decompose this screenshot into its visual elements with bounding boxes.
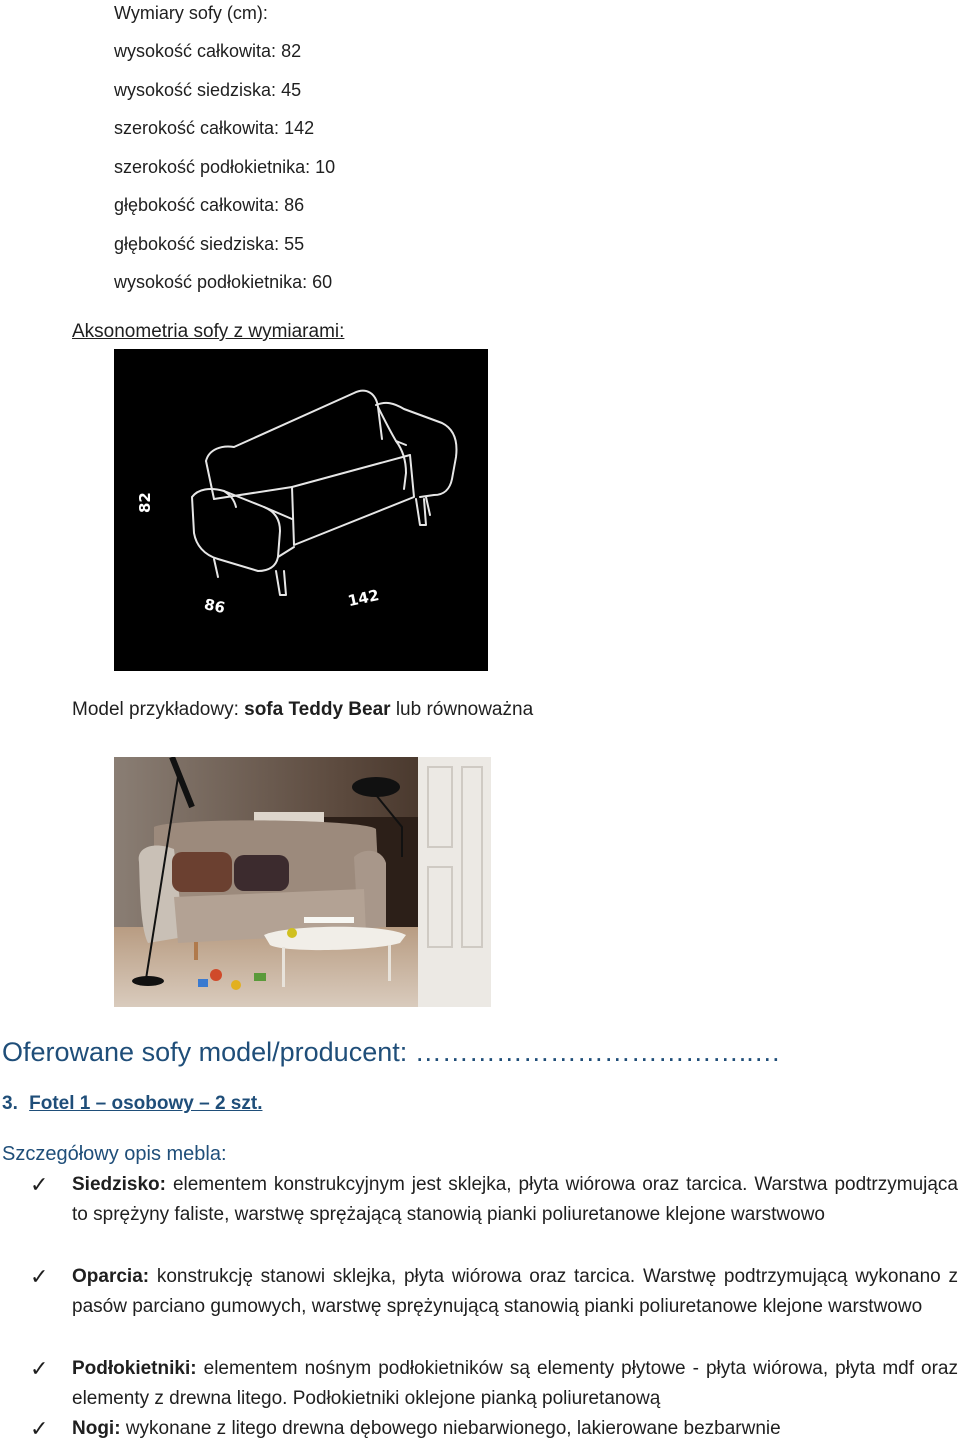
offered-dots: ………………………………..…: [414, 1037, 781, 1067]
dimension-item: szerokość całkowita: 142: [114, 118, 315, 138]
details-heading: Szczegółowy opis mebla:: [2, 1143, 227, 1165]
dimension-item: wysokość całkowita: 82: [114, 41, 302, 61]
axonometry-drawing: [114, 349, 488, 671]
model-suffix: lub równoważna: [395, 699, 534, 720]
checkmark-icon: ✓: [30, 1356, 49, 1381]
dimension-item: wysokość siedziska: 45: [114, 80, 302, 100]
section-3-heading: [2, 1092, 262, 1116]
sofa-photo: [114, 757, 491, 1007]
detail-item-seat: Siedzisko: elementem konstrukcyjnym jest sklejka, płyta wiórowa oraz tarcica. Warstwa podtrzymująca to sprężyny faliste, warstwę sprężającą stanowią pianki poliuretanowe klejone warstwowo: [72, 1174, 958, 1225]
model-prefix: Model przykładowy:: [72, 699, 239, 720]
checkmark-icon: ✓: [30, 1172, 49, 1197]
sofa-line-drawing: [114, 349, 488, 671]
checkmark-icon: ✓: [30, 1416, 49, 1441]
axonometry-heading: Aksonometria sofy z wymiarami:: [72, 321, 345, 342]
model-line: [72, 698, 533, 722]
dimensions-title: Wymiary sofy (cm):: [114, 3, 268, 23]
section-number: 3.: [2, 1093, 18, 1114]
offered-heading: Oferowane sofy model/producent: ………………………………..…: [2, 1037, 781, 1067]
dimension-item: głębokość siedziska: 55: [114, 234, 305, 254]
dimension-item: głębokość całkowita: 86: [114, 195, 305, 215]
section-title: Fotel 1 – osobowy – 2 szt.: [29, 1093, 263, 1114]
detail-item-legs: Nogi: wykonane z litego drewna dębowego niebarwionego, lakierowane bezbarwnie: [72, 1418, 781, 1439]
depth-label: 86: [202, 595, 227, 618]
detail-item-backrest: Oparcia: konstrukcję stanowi sklejka, płyta wiórowa oraz tarcica. Warstwę podtrzymującą wykonano z pasów parciano gumowych, warstwę sprężynującą stanowią pianki poliuretanowe klejone warstwowo: [72, 1266, 958, 1317]
checkmark-icon: ✓: [30, 1264, 49, 1289]
dimension-item: szerokość podłokietnika: 10: [114, 157, 336, 177]
height-label: 82: [136, 492, 154, 513]
model-name: sofa Teddy Bear: [244, 699, 391, 720]
sofa-photo-illustration: [114, 757, 491, 1007]
detail-item-armrests: Podłokietniki: elementem nośnym podłokietników są elementy płytowe - płyta wiórowa, płyta mdf oraz elementy z drewna litego. Podłokietniki oklejone pianką poliuretanową: [72, 1358, 959, 1409]
width-label: 142: [346, 586, 381, 611]
dimension-item: wysokość podłokietnika: 60: [114, 272, 333, 292]
